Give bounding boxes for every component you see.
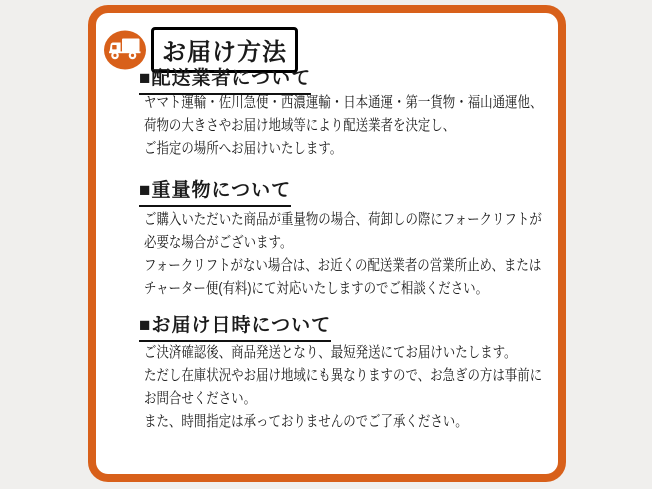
text-line: ご決済確認後、商品発送となり、最短発送にてお届けいたします。: [144, 344, 517, 361]
section-body-delivery-date: [144, 341, 542, 433]
text-line: ご指定の場所へお届けいたします。: [144, 140, 343, 157]
delivery-info-panel: [88, 5, 566, 482]
section-heading-carriers: ■配送業者について: [139, 68, 311, 95]
text-line: お問合せください。: [144, 390, 257, 407]
text-line: また、時間指定は承っておりませんのでご了承ください。: [144, 413, 468, 430]
page-title: お届け方法: [151, 27, 298, 73]
text-line: ただし在庫状況やお届け地域にも異なりますので、お急ぎの方は事前に: [144, 367, 543, 384]
text-line: フォークリフトがない場合は、お近くの配送業者の営業所止め、または: [144, 257, 542, 274]
text-line: チャーター便(有料)にて対応いたしますのでご相談ください。: [144, 280, 489, 297]
truck-icon: [103, 30, 147, 70]
text-line: 荷物の大きさやお届け地域等により配送業者を決定し、: [144, 117, 456, 134]
section-heading-delivery-date: ■お届け日時について: [139, 315, 331, 342]
section-heading-heavy-items: ■重量物について: [139, 180, 291, 207]
panel-header: [103, 27, 298, 73]
text-line: ご購入いただいた商品が重量物の場合、荷卸しの際にフォークリフトが: [144, 211, 542, 228]
text-line: 必要な場合がございます。: [144, 234, 293, 251]
section-body-heavy-items: [144, 208, 542, 300]
section-body-carriers: [144, 91, 542, 160]
text-line: ヤマト運輸・佐川急便・西濃運輸・日本通運・第一貨物・福山通運他、: [144, 94, 543, 111]
